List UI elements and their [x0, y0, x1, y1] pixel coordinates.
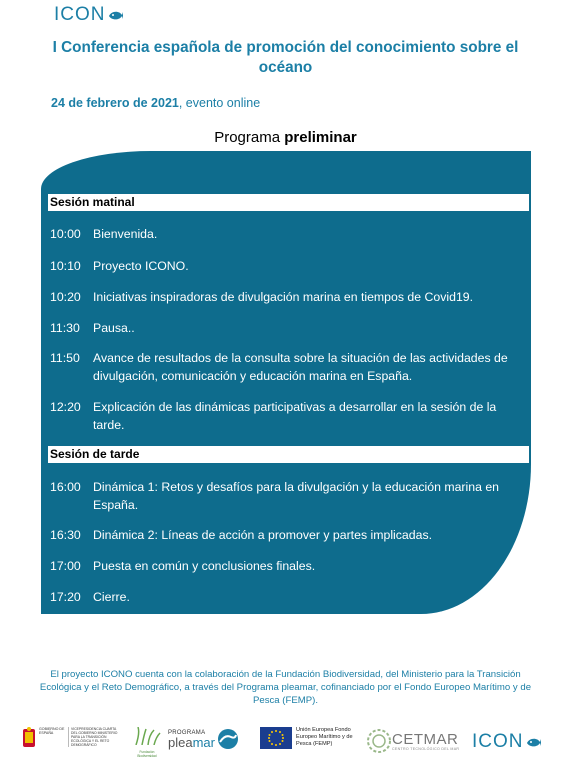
agenda-time: 17:00	[50, 559, 81, 573]
pleamar-a: plea	[168, 734, 193, 750]
event-date	[51, 96, 260, 110]
session-header-morning: Sesión matinal	[48, 194, 529, 211]
agenda-item	[50, 588, 530, 606]
agenda-time: 17:20	[50, 590, 81, 604]
footer-text: El proyecto ICONO cuenta con la colaboración de la Fundación Biodiversidad, del Ministerio para la Transición Ecológica y el Reto Demográfico, a través del Programa pleamar, cofinanciado por el Fondo Europeo Marítimo y de Pesca (FEMP).	[39, 669, 532, 706]
coat-of-arms-icon	[22, 727, 36, 749]
cetmar-sub: CENTRO TECNOLÓGICO DEL MAR	[392, 746, 460, 751]
agenda-item	[50, 526, 530, 544]
fb-label: Fundación Biodiversidad	[137, 750, 157, 758]
eu-femp-logo	[260, 727, 356, 749]
logo-text: ICON	[54, 4, 106, 25]
cetmar-label: CETMAR	[392, 730, 459, 748]
program-heading-bold: preliminar	[284, 129, 357, 146]
ministerio-label: VICEPRESIDENCIA CUARTA DEL GOBIERNO MINISTERIO PARA LA TRANSICIÓN ECOLÓGICA Y EL RETO DEMOGRÁFICO	[68, 727, 119, 747]
agenda-item	[50, 288, 530, 306]
agenda-time: 16:30	[50, 528, 81, 542]
event-date-rest: , evento online	[178, 96, 261, 110]
page-title: I Conferencia española de promoción del conocimiento sobre el océano	[52, 39, 519, 76]
agenda-item	[50, 398, 530, 434]
agenda-text: Puesta en común y conclusiones finales.	[93, 559, 316, 573]
grass-icon	[132, 727, 162, 745]
agenda-item	[50, 319, 530, 337]
agenda-time: 10:10	[50, 259, 81, 273]
agenda-item	[50, 349, 530, 385]
agenda-time: 16:00	[50, 480, 81, 494]
agenda-time: 10:00	[50, 227, 81, 241]
gobierno-label: GOBIERNO DE ESPAÑA	[39, 727, 65, 735]
pleamar-top: PROGRAMA	[168, 729, 206, 736]
pleamar-logo	[168, 728, 239, 750]
agenda-text: Pausa..	[93, 321, 135, 335]
eu-label: Unión Europea Fondo Europeo Marítimo y de Pesca (FEMP)	[296, 727, 353, 747]
fish-icon	[526, 737, 542, 748]
icono-logo	[54, 4, 124, 26]
agenda-text: Iniciativas inspiradoras de divulgación marina en tiempos de Covid19.	[93, 290, 474, 304]
agenda-text: Dinámica 2: Líneas de acción a promover y partes implicadas.	[93, 528, 433, 542]
cetmar-emblem-icon	[366, 728, 392, 754]
session-header-afternoon: Sesión de tarde	[48, 446, 529, 463]
agenda-text: Cierre.	[93, 590, 130, 604]
agenda-time: 11:50	[50, 351, 80, 365]
agenda-text: Avance de resultados de la consulta sobre la situación de las actividades de divulgación, comunicación y educación marina en España.	[93, 351, 508, 383]
cetmar-logo	[366, 728, 459, 754]
agenda-item	[50, 478, 530, 514]
agenda-time: 11:30	[50, 321, 80, 335]
sponsor-logos	[0, 725, 571, 757]
event-date-bold: 24 de febrero de 2021	[51, 96, 179, 110]
agenda-time: 10:20	[50, 290, 81, 304]
agenda-item	[50, 225, 530, 243]
pleamar-b: mar	[192, 734, 215, 750]
gobierno-logo	[22, 727, 119, 749]
fish-icon	[108, 10, 124, 21]
icono-footer-text: ICON	[472, 731, 524, 752]
eu-flag-icon	[260, 727, 292, 749]
program-heading-normal: Programa	[214, 129, 285, 146]
agenda-item	[50, 557, 530, 575]
agenda-text: Dinámica 1: Retos y desafíos para la divulgación y la educación marina en España.	[93, 480, 500, 512]
agenda-text: Explicación de las dinámicas participativas a desarrollar en la sesión de la tarde.	[93, 400, 497, 432]
agenda-item	[50, 257, 530, 275]
agenda-text: Bienvenida.	[93, 227, 158, 241]
agenda-text: Proyecto ICONO.	[93, 259, 189, 273]
program-heading	[0, 129, 571, 146]
icono-logo-footer	[472, 731, 542, 753]
wave-icon	[217, 728, 239, 750]
agenda-time: 12:20	[50, 400, 81, 414]
fundacion-biodiversidad-logo	[132, 727, 162, 758]
